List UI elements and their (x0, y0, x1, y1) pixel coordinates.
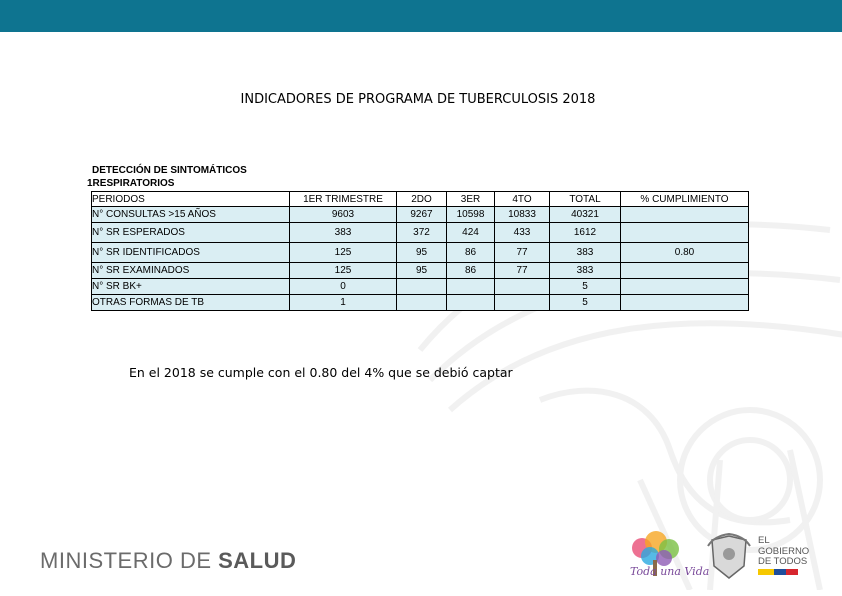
column-header: 4TO (495, 192, 550, 207)
table-cell: 9267 (397, 207, 447, 223)
table-cell: 10833 (495, 207, 550, 223)
government-logo-line1: EL (758, 535, 770, 546)
column-header: 3ER (447, 192, 495, 207)
table-cell: 1 (290, 295, 397, 311)
table-cell (495, 295, 550, 311)
table-cell: 95 (397, 243, 447, 263)
section-heading (87, 164, 287, 190)
table-cell (447, 295, 495, 311)
campaign-logo-text: Toda una Vida (630, 565, 710, 578)
table-cell: 383 (550, 243, 621, 263)
table-row (92, 279, 749, 295)
table-cell (621, 223, 749, 243)
column-header: 1ER TRIMESTRE (290, 192, 397, 207)
table-row (92, 223, 749, 243)
table-cell: 5 (550, 279, 621, 295)
table-cell (495, 279, 550, 295)
table-cell: 372 (397, 223, 447, 243)
table-cell (397, 295, 447, 311)
ministry-logo (40, 548, 296, 574)
table-cell: 77 (495, 263, 550, 279)
table-cell (621, 295, 749, 311)
table-cell: 9603 (290, 207, 397, 223)
government-logo-line3: DE TODOS (758, 556, 808, 567)
table-cell: 0 (290, 279, 397, 295)
row-label: N° SR BK+ (92, 279, 290, 295)
table-cell: 424 (447, 223, 495, 243)
table-cell: 1612 (550, 223, 621, 243)
table-cell: 433 (495, 223, 550, 243)
indicators-table (91, 191, 749, 311)
table-row (92, 263, 749, 279)
table-cell: 95 (397, 263, 447, 279)
table-cell: 10598 (447, 207, 495, 223)
column-header: 2DO (397, 192, 447, 207)
flag-stripes-icon (758, 569, 798, 575)
ministry-name-bold: SALUD (218, 548, 297, 573)
ministry-name: MINISTERIO DE (40, 548, 219, 573)
government-logo-line2: GOBIERNO (758, 545, 810, 557)
table-cell: 125 (290, 243, 397, 263)
table-cell: 383 (550, 263, 621, 279)
table-cell: 40321 (550, 207, 621, 223)
table-cell (397, 279, 447, 295)
table-cell: 86 (447, 263, 495, 279)
table-cell (447, 279, 495, 295)
row-label: N° CONSULTAS >15 AÑOS (92, 207, 290, 223)
ecuador-coat-of-arms-icon (704, 532, 754, 582)
column-header: % CUMPLIMIENTO (621, 192, 749, 207)
table-cell: 86 (447, 243, 495, 263)
summary-note: En el 2018 se cumple con el 0.80 del 4% que se debió captar (129, 365, 513, 380)
top-banner (0, 0, 842, 32)
column-header: TOTAL (550, 192, 621, 207)
section-heading-line2: 1RESPIRATORIOS (87, 178, 175, 189)
page-title: INDICADORES DE PROGRAMA DE TUBERCULOSIS 2018 (240, 92, 596, 107)
table-row (92, 243, 749, 263)
government-logo (758, 536, 809, 578)
row-label: N° SR IDENTIFICADOS (92, 243, 290, 263)
table-cell: 77 (495, 243, 550, 263)
table-cell: 5 (550, 295, 621, 311)
table-row (92, 295, 749, 311)
table-row (92, 207, 749, 223)
table-cell (621, 263, 749, 279)
table-cell: 125 (290, 263, 397, 279)
row-label: N° SR ESPERADOS (92, 223, 290, 243)
row-label: OTRAS FORMAS DE TB (92, 295, 290, 311)
table-header-row (92, 192, 749, 207)
row-label: N° SR EXAMINADOS (92, 263, 290, 279)
table-cell: 0.80 (621, 243, 749, 263)
table-cell (621, 279, 749, 295)
table-cell: 383 (290, 223, 397, 243)
table-cell (621, 207, 749, 223)
column-header: PERIODOS (92, 192, 290, 207)
section-heading-line1: DETECCIÓN DE SINTOMÁTICOS (92, 165, 247, 176)
